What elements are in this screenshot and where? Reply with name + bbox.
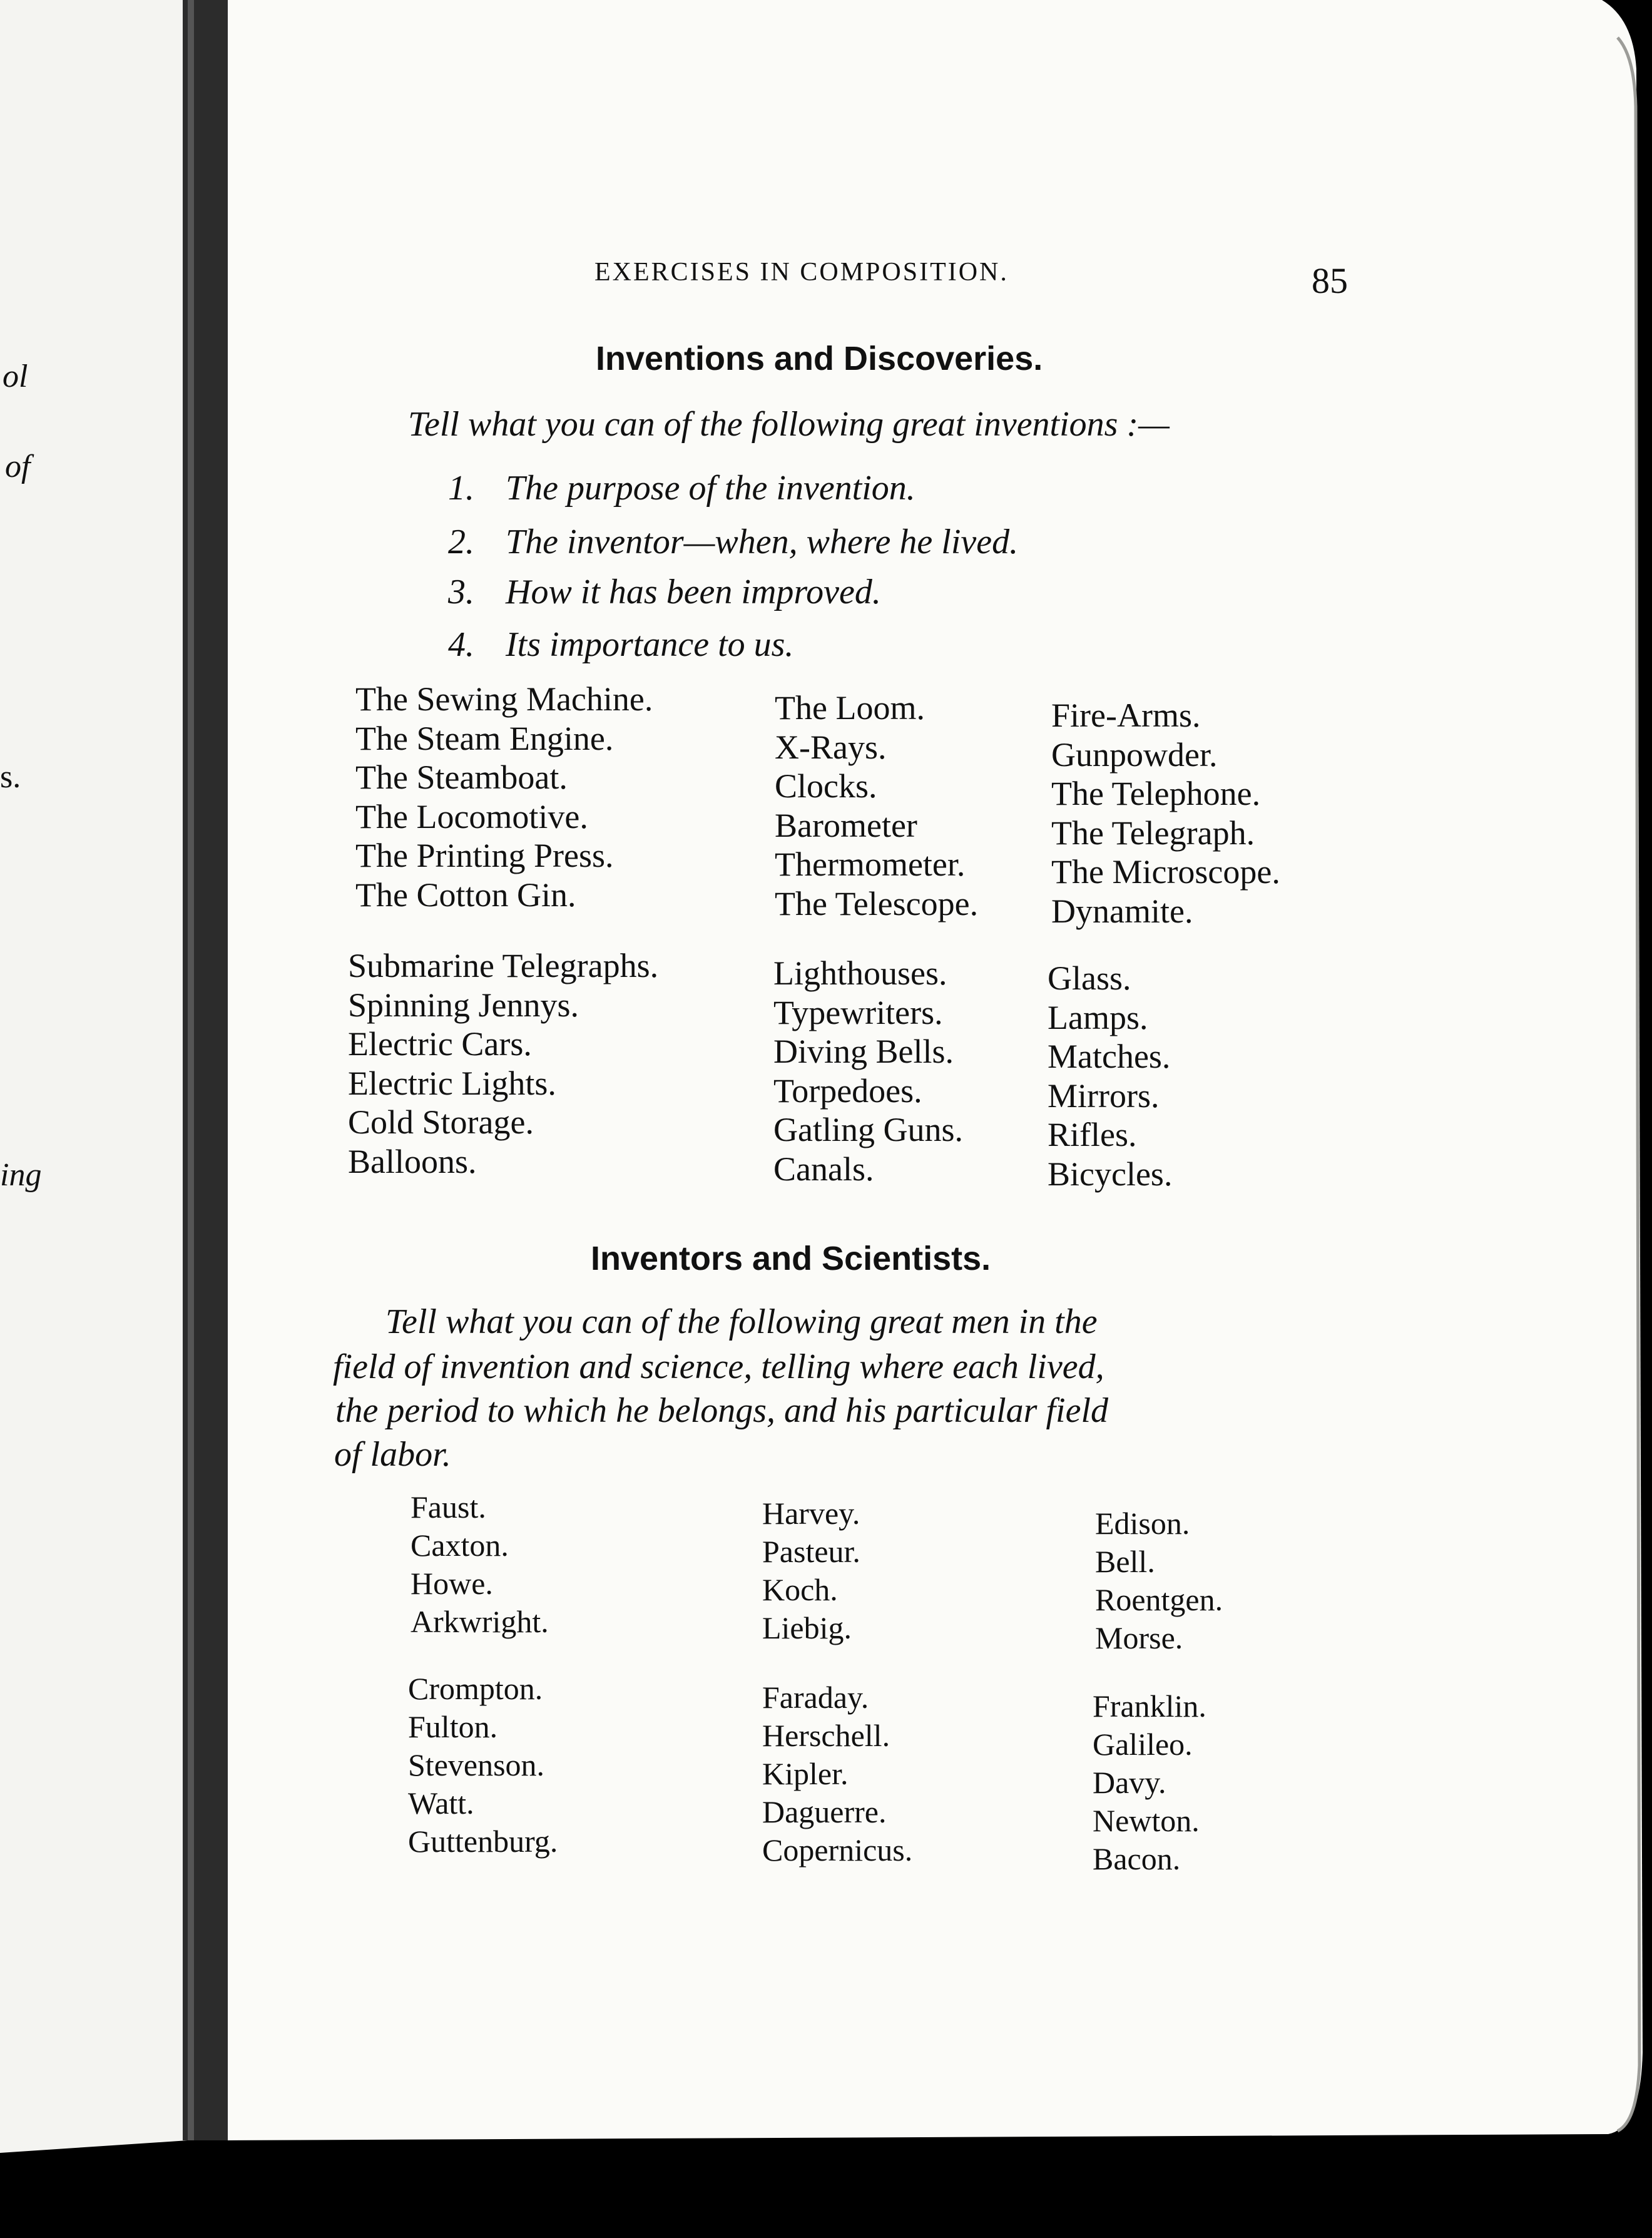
inventions-column-6 <box>1048 959 1172 1193</box>
list-item: Faraday. <box>762 1680 869 1715</box>
left-fragment-2: of <box>5 449 31 484</box>
list-item: Harvey. <box>762 1496 860 1531</box>
list-item: The Steam Engine. <box>355 719 614 757</box>
list-item: Stevenson. <box>408 1747 545 1782</box>
list-item: Lamps. <box>1048 998 1148 1036</box>
list-item: Franklin. <box>1093 1689 1206 1724</box>
left-fragment-3: s. <box>0 759 21 795</box>
inventions-column-1 <box>355 680 653 914</box>
point-text: How it has been improved. <box>506 573 881 611</box>
section-title-inventions: Inventions and Discoveries. <box>596 340 1043 377</box>
list-item: Watt. <box>408 1786 474 1821</box>
list-item: The Cotton Gin. <box>355 876 576 914</box>
list-item: Newton. <box>1093 1803 1200 1838</box>
list-item: The Sewing Machine. <box>355 680 653 718</box>
scientists-column-3 <box>1095 1505 1223 1657</box>
left-fragment-4: ing <box>0 1157 42 1193</box>
list-item: The Locomotive. <box>355 797 588 835</box>
list-item: Faust. <box>410 1489 486 1525</box>
list-item: Fire-Arms. <box>1051 697 1201 734</box>
list-item: Copernicus. <box>762 1832 913 1868</box>
list-item: Matches. <box>1048 1038 1171 1075</box>
list-item: Clocks. <box>775 767 877 805</box>
list-item: The Steamboat. <box>355 759 568 796</box>
list-item: Galileo. <box>1093 1727 1193 1762</box>
list-item: Gunpowder. <box>1051 735 1218 774</box>
point-text: Its importance to us. <box>506 625 794 664</box>
list-item: X-Rays. <box>775 728 887 766</box>
list-item: Glass. <box>1048 959 1131 997</box>
list-item: Barometer <box>775 806 917 844</box>
list-item: The Telescope. <box>775 884 979 922</box>
left-fragment-1: ol <box>3 359 28 394</box>
list-item: Herschell. <box>762 1718 890 1753</box>
list-item: Koch. <box>762 1572 838 1607</box>
scientists-column-1 <box>410 1488 549 1641</box>
scientists-column-5 <box>762 1678 912 1869</box>
page-number: 85 <box>1312 260 1348 301</box>
list-item: Pasteur. <box>762 1534 860 1569</box>
list-item: Bicycles. <box>1048 1155 1173 1193</box>
list-item: Bell. <box>1095 1544 1155 1579</box>
list-item: Dynamite. <box>1051 892 1193 930</box>
point-number: 2. <box>448 523 474 561</box>
point-number: 3. <box>448 573 474 611</box>
list-item: Electric Cars. <box>348 1025 532 1063</box>
list-item: Gatling Guns. <box>773 1111 963 1148</box>
instruction-line: field of invention and science, telling where each lived, <box>333 1347 1104 1386</box>
list-item: Thermometer. <box>775 846 966 883</box>
instruction-inventions: Tell what you can of the following great inventions :— <box>408 405 1170 444</box>
list-item: Mirrors. <box>1048 1076 1160 1115</box>
list-item: Submarine Telegraphs. <box>348 947 659 984</box>
list-item: Electric Lights. <box>348 1064 556 1102</box>
inventions-column-5 <box>773 954 963 1188</box>
list-item: Lighthouses. <box>773 954 947 992</box>
list-item: The Telephone. <box>1051 775 1261 812</box>
list-item: Typewriters. <box>773 993 943 1031</box>
list-item: Crompton. <box>408 1671 543 1706</box>
inventions-column-2 <box>775 688 978 923</box>
list-item: Daguerre. <box>762 1794 887 1829</box>
instruction-line: Tell what you can of the following great men in the <box>385 1302 1098 1341</box>
inventions-column-3 <box>1051 696 1280 931</box>
list-item: Canals. <box>773 1150 874 1188</box>
list-item: Spinning Jennys. <box>348 986 579 1024</box>
left-page <box>0 0 188 2153</box>
scientists-column-6 <box>1093 1687 1206 1878</box>
list-item: Roentgen. <box>1095 1582 1223 1617</box>
list-item: Caxton. <box>410 1528 509 1563</box>
point-number: 1. <box>448 469 474 508</box>
list-item: The Telegraph. <box>1051 814 1255 852</box>
list-item: Howe. <box>410 1566 493 1601</box>
running-head: EXERCISES IN COMPOSITION. <box>594 258 1009 287</box>
list-item: Arkwright. <box>410 1604 549 1639</box>
list-item: Guttenburg. <box>408 1824 558 1859</box>
list-item: Diving Bells. <box>773 1033 954 1070</box>
list-item: Morse. <box>1095 1620 1183 1655</box>
list-item: The Loom. <box>775 689 925 727</box>
list-item: Bacon. <box>1093 1841 1181 1876</box>
point-text: The inventor—when, where he lived. <box>506 523 1019 561</box>
scientists-column-4 <box>408 1670 558 1861</box>
list-item: Fulton. <box>408 1709 498 1744</box>
scientists-column-2 <box>762 1495 860 1647</box>
list-item: Torpedoes. <box>773 1071 922 1110</box>
inventions-column-4 <box>348 946 658 1181</box>
list-item: Kipler. <box>762 1756 849 1791</box>
point-number: 4. <box>448 625 474 664</box>
list-item: The Microscope. <box>1051 853 1280 891</box>
instruction-line: the period to which he belongs, and his particular field <box>335 1391 1109 1430</box>
list-item: Edison. <box>1095 1506 1190 1541</box>
list-item: Davy. <box>1093 1765 1166 1800</box>
list-item: Rifles. <box>1048 1116 1137 1153</box>
instruction-line: of labor. <box>334 1435 451 1474</box>
list-item: Cold Storage. <box>348 1103 534 1141</box>
list-item: Liebig. <box>762 1610 852 1645</box>
list-item: The Printing Press. <box>355 837 614 874</box>
list-item: Balloons. <box>348 1142 477 1180</box>
point-text: The purpose of the invention. <box>506 469 915 508</box>
section-title-scientists: Inventors and Scientists. <box>591 1240 991 1277</box>
